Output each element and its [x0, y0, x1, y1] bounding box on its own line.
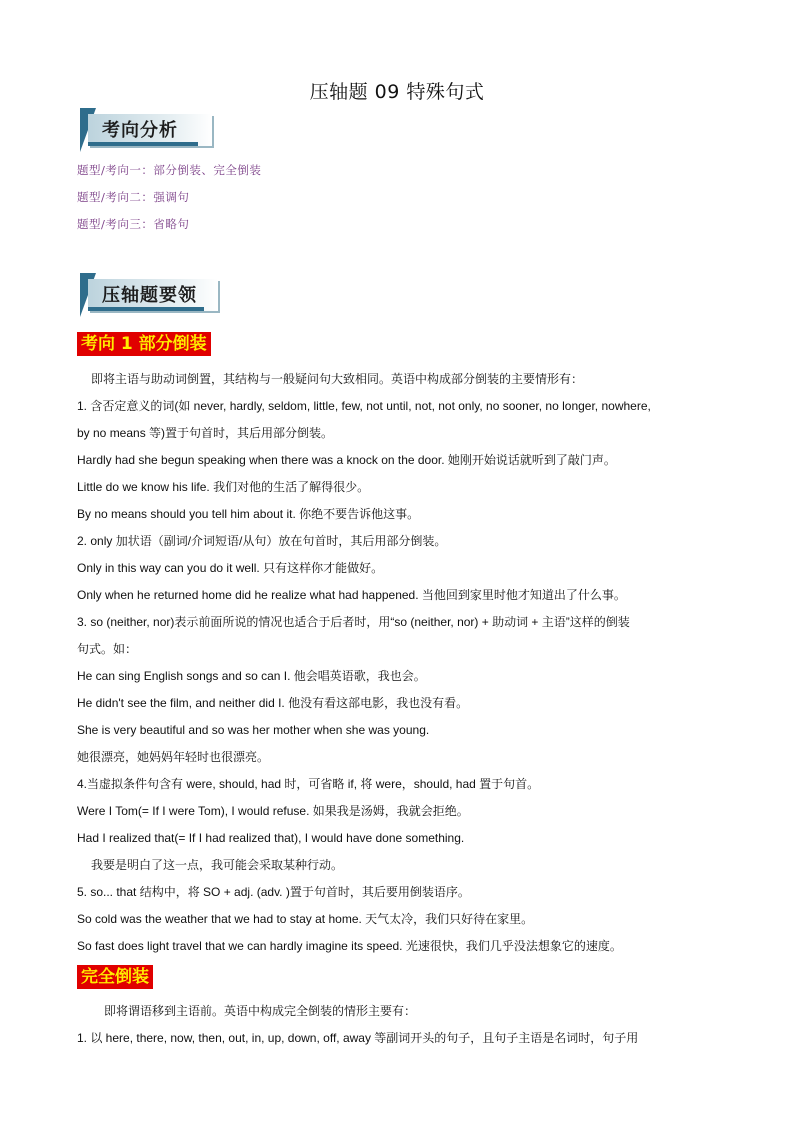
direction-2: 题型/考向二：强调句	[77, 190, 190, 204]
section1-line: 我要是明白了这一点，我可能会采取某种行动。	[91, 858, 344, 872]
direction-3: 题型/考向三：省略句	[77, 217, 190, 231]
essentials-banner	[80, 273, 220, 317]
banner-stripe	[88, 307, 204, 311]
direction-1: 题型/考向一：部分倒装、完全倒装	[77, 163, 262, 177]
essentials-banner-label: 压轴题要领	[102, 285, 197, 306]
analysis-banner	[80, 108, 215, 152]
section1-line: 1. 含否定意义的词(如 never, hardly, seldom, little, few, not until, not, not only, no sooner, no longer, nowhere,	[77, 399, 651, 413]
section2-intro: 即将谓语移到主语前。英语中构成完全倒装的情形主要有：	[104, 1004, 417, 1018]
section1-line: So fast does light travel that we can hardly imagine its speed. 光速很快，我们几乎没法想象它的速度。	[77, 939, 622, 953]
section1-line: Hardly had she begun speaking when there was a knock on the door. 她刚开始说话就听到了敲门声。	[77, 453, 616, 467]
section1-line: Had I realized that(= If I had realized that), I would have done something.	[77, 831, 465, 845]
section1-line: Only when he returned home did he realize what had happened. 当他回到家里时他才知道出了什么事。	[77, 588, 626, 602]
section1-line: 4.当虚拟条件句含有 were, should, had 时，可省略 if, 将 were，should, had 置于句首。	[77, 777, 540, 791]
section1-line: 5. so... that 结构中，将 SO + adj. (adv. )置于句首时，其后要用倒装语序。	[77, 885, 470, 899]
banner-stripe	[88, 142, 198, 146]
section1-line: Little do we know his life. 我们对他的生活了解得很少。	[77, 480, 370, 494]
section1-line: By no means should you tell him about it. 你绝不要告诉他这事。	[77, 507, 420, 521]
section1-line: So cold was the weather that we had to stay at home. 天气太冷，我们只好待在家里。	[77, 912, 534, 926]
section-tag-partial-inversion: 考向 1 部分倒装	[77, 332, 211, 356]
analysis-banner-label: 考向分析	[102, 120, 178, 141]
section1-intro: 即将主语与助动词倒置，其结构与一般疑问句大致相同。英语中构成部分倒装的主要情形有：	[91, 372, 584, 386]
section1-line: 句式。如：	[77, 642, 138, 656]
section1-line: Only in this way can you do it well. 只有这样你才能做好。	[77, 561, 384, 575]
section1-line: He didn't see the film, and neither did I. 他没有看这部电影，我也没有看。	[77, 696, 469, 710]
section1-line: by no means 等)置于句首时，其后用部分倒装。	[77, 426, 334, 440]
section1-line: 她很漂亮，她妈妈年轻时也很漂亮。	[77, 750, 270, 764]
section1-line: She is very beautiful and so was her mother when she was young.	[77, 723, 430, 737]
section1-line: Were I Tom(= If I were Tom), I would refuse. 如果我是汤姆，我就会拒绝。	[77, 804, 469, 818]
section1-line: 2. only 加状语（副词/介词短语/从句）放在句首时，其后用部分倒装。	[77, 534, 447, 548]
section-tag-full-inversion: 完全倒装	[77, 965, 153, 989]
section2-line: 1. 以 here, there, now, then, out, in, up, down, off, away 等副词开头的句子，且句子主语是名词时，句子用	[77, 1031, 639, 1045]
page-title: 压轴题 09 特殊句式	[309, 81, 485, 103]
section1-line: 3. so (neither, nor)表示前面所说的情况也适合于后者时，用“so (neither, nor) + 助动词 + 主语”这样的倒装	[77, 615, 630, 629]
section1-line: He can sing English songs and so can I. 他会唱英语歌，我也会。	[77, 669, 426, 683]
